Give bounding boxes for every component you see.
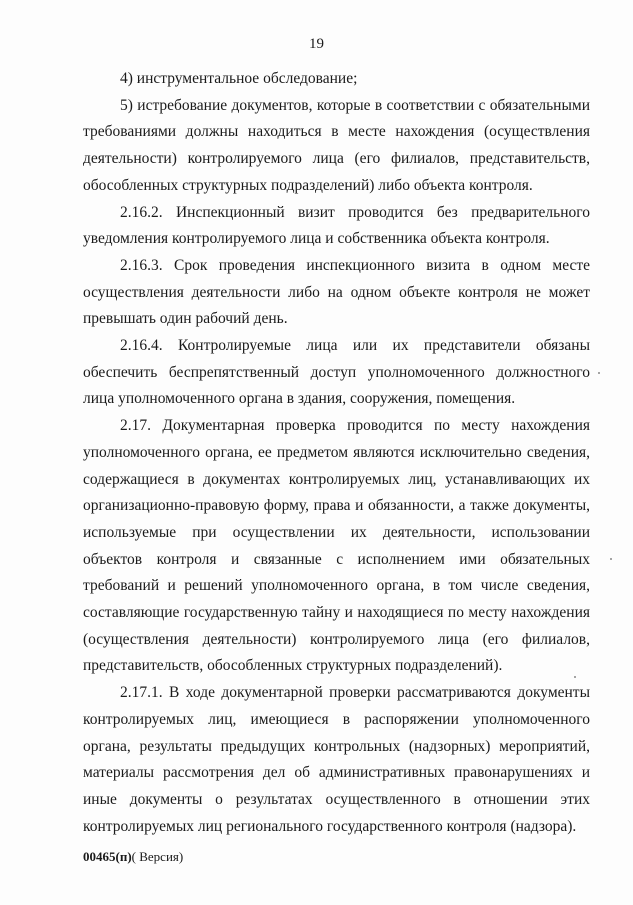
paragraph-2-16-2: 2.16.2. Инспекционный визит проводится без предварительного уведомления контролируемого лица и собственника объекта контроля. — [83, 203, 590, 248]
document-code: 00465(п) — [83, 849, 132, 864]
document-version: ( Версия) — [131, 849, 184, 864]
scan-speck — [610, 558, 612, 560]
paragraph-item-5: 5) истребование документов, которые в соответствии с обязательными требованиями должны находиться в месте нахождения (осуществления деятельности) контролируемого лица (его филиалов, представительств, обособленных структурных подразделений) либо объекта контроля. — [83, 96, 590, 194]
paragraph-2-17-1: 2.17.1. В ходе документарной проверки рассматриваются документы контролируемых лиц, имеющиеся в распоряжении уполномоченного органа, результаты предыдущих контрольных (надзорных) мероприятий, материалы рассмотрения дел об административных правонарушениях и иные документы о результатах осуществленного в отношении этих контролируемых лиц регионального государственного контроля (надзора). — [83, 684, 590, 835]
page-number: 19 — [309, 36, 324, 52]
paragraph-2-16-3: 2.16.3. Срок проведения инспекционного визита в одном месте осуществления деятельности либо на одном объекте контроля не может превышать один рабочий день. — [83, 256, 590, 328]
paragraph-2-17: 2.17. Документарная проверка проводится по месту нахождения уполномоченного органа, ее предметом являются исключительно сведения, содержащиеся в документах контролируемых лиц, устанавливающих их организационно-правовую форму, права и обязанности, а также документы, используемые при осуществлении их деятельности, использовании объектов контроля и связанные с исполнением ими обязательных требований и решений уполномоченного органа, в том числе сведения, составляющие государственную тайну и находящиеся по месту нахождения (осуществления деятельности) контролируемого лица (его филиалов, представительств, обособленных структурных подразделений). — [83, 417, 590, 675]
scan-speck — [598, 372, 600, 374]
paragraph-2-16-4: 2.16.4. Контролируемые лица или их представители обязаны обеспечить беспрепятственный доступ уполномоченного должностного лица уполномоченного органа в здания, сооружения, помещения. — [83, 337, 590, 408]
footer — [83, 849, 183, 865]
document-body — [83, 66, 590, 840]
scan-speck — [574, 676, 576, 678]
paragraph-item-4: 4) инструментальное обследование; — [120, 70, 358, 87]
